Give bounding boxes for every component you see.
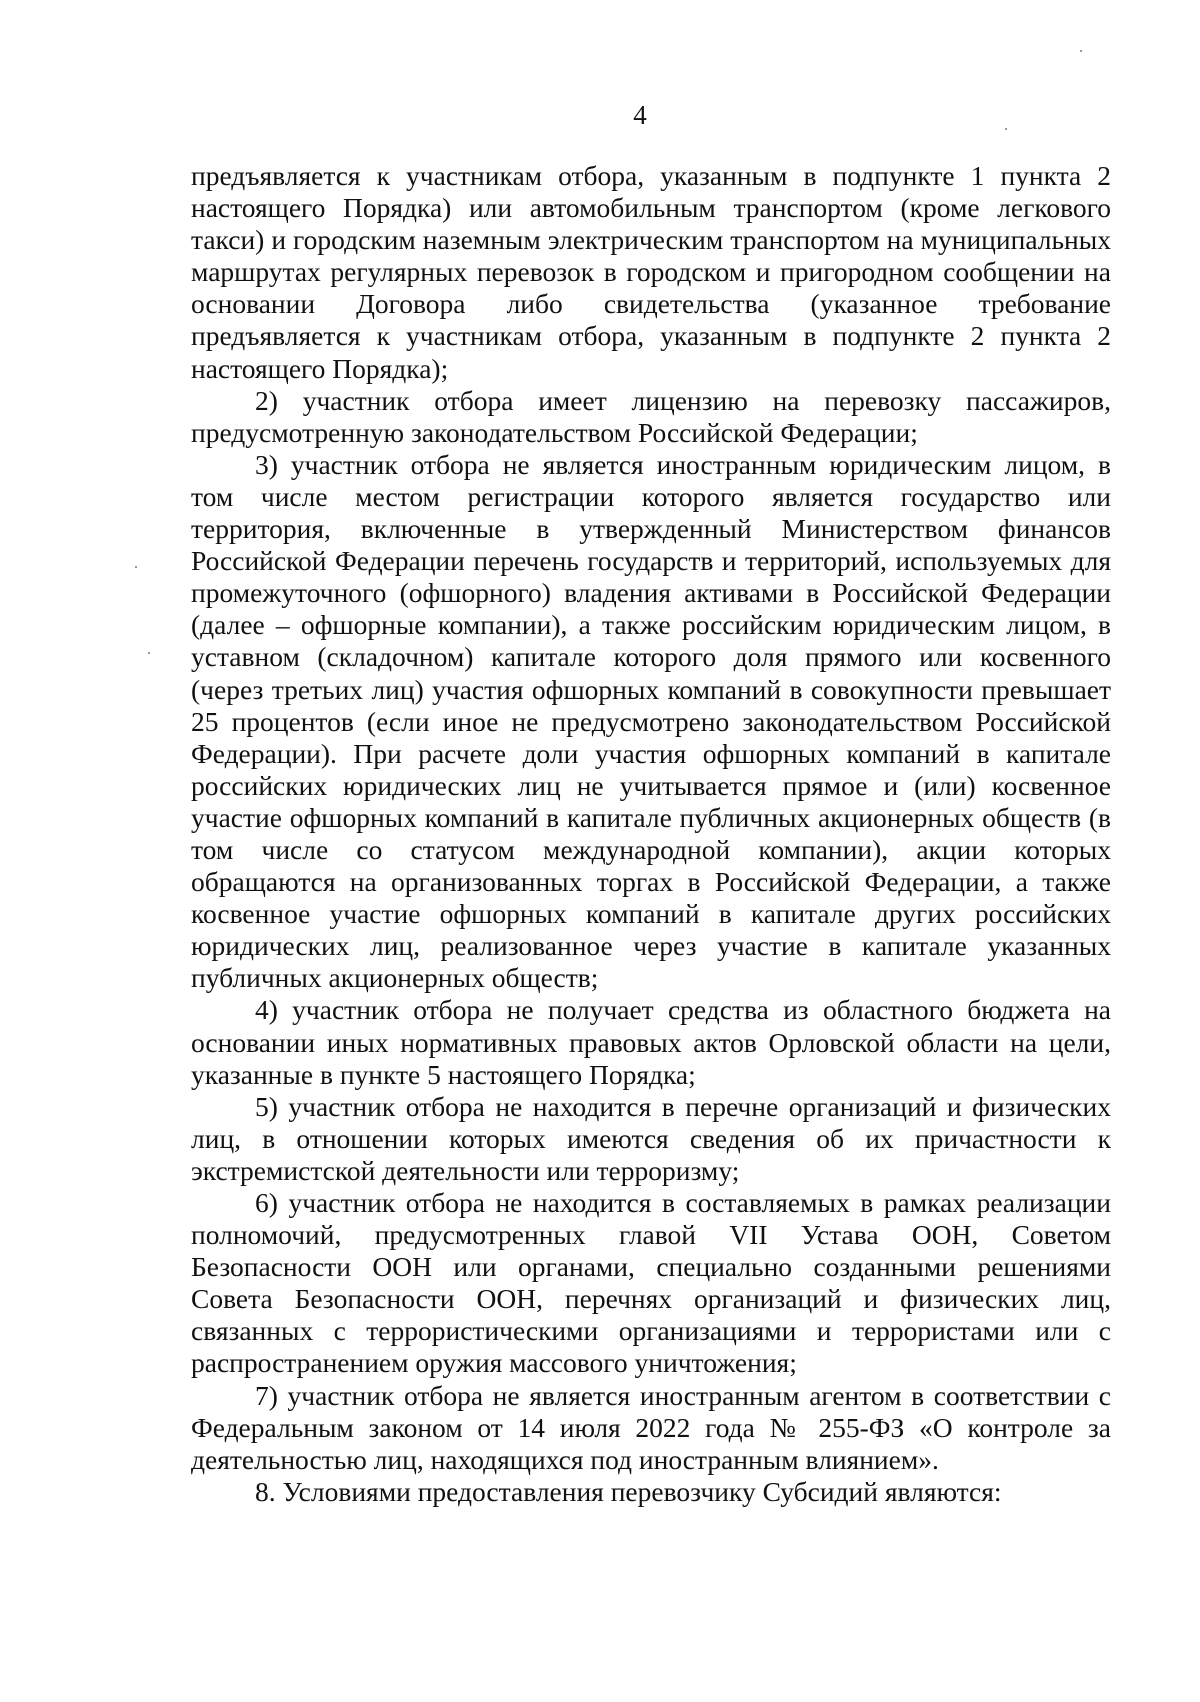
paragraph-item-6-un-lists: 6) участник отбора не находится в составляемых в рамках реализации полномочий, предусмотренных главой VII Устава ООН, Советом Безопасности ООН или органами, специально созданными решениями Совета Безопасности ООН, перечнях организаций и физических лиц, связанных с террористическими организациями и террористами или с распространением оружия массового уничтожения; <box>191 1187 1111 1379</box>
paragraph-item-7-foreign-agent: 7) участник отбора не является иностранным агентом в соответствии с Федеральным законом от 14 июля 2022 года № 255-ФЗ «О контроле за деятельностью лиц, находящихся под иностранным влиянием». <box>191 1379 1111 1475</box>
document-body <box>191 160 1111 1508</box>
scan-speck <box>135 566 137 568</box>
paragraph-item-4-regional-budget: 4) участник отбора не получает средства из областного бюджета на основании иных нормативных правовых актов Орловской области на цели, указанные в пункте 5 настоящего Порядка; <box>191 994 1111 1090</box>
paragraph-continuation: предъявляется к участникам отбора, указанным в подпункте 1 пункта 2 настоящего Порядка) или автомобильным транспортом (кроме легкового такси) и городским наземным электрическим транспортом на муниципальных маршрутах регулярных перевозок в городском и пригородном сообщении на основании Договора либо свидетельства (указанное требование предъявляется к участникам отбора, указанным в подпункте 2 пункта 2 настоящего Порядка); <box>191 160 1111 384</box>
page-number: 4 <box>633 100 647 130</box>
paragraph-item-3-offshore: 3) участник отбора не является иностранным юридическим лицом, в том числе местом регистрации которого является государство или территория, включенные в утвержденный Министерством финансов Российской Федерации перечень государств и территорий, используемых для промежуточного (офшорного) владения активами в Российской Федерации (далее – офшорные компании), а также российским юридическим лицом, в уставном (складочном) капитале которого доля прямого или косвенного (через третьих лиц) участия офшорных компаний в совокупности превышает 25 процентов (если иное не предусмотрено законодательством Российской Федерации). При расчете доли участия офшорных компаний в капитале российских юридических лиц не учитывается прямое и (или) косвенное участие офшорных компаний в капитале публичных акционерных обществ (в том числе со статусом международной компании), акции которых обращаются на организованных торгах в Российской Федерации, а также косвенное участие офшорных компаний в капитале других российских юридических лиц, реализованное через участие в капитале указанных публичных акционерных обществ; <box>191 448 1111 994</box>
scan-speck <box>1080 50 1082 52</box>
paragraph-item-2-license: 2) участник отбора имеет лицензию на перевозку пассажиров, предусмотренную законодательством Российской Федерации; <box>191 384 1111 448</box>
scan-speck <box>1005 128 1007 130</box>
paragraph-section-8-conditions: 8. Условиями предоставления перевозчику Субсидий являются: <box>255 1475 1002 1507</box>
scan-speck <box>148 652 150 654</box>
paragraph-item-5-extremism-list: 5) участник отбора не находится в перечне организаций и физических лиц, в отношении которых имеются сведения об их причастности к экстремистской деятельности или терроризму; <box>191 1090 1111 1186</box>
